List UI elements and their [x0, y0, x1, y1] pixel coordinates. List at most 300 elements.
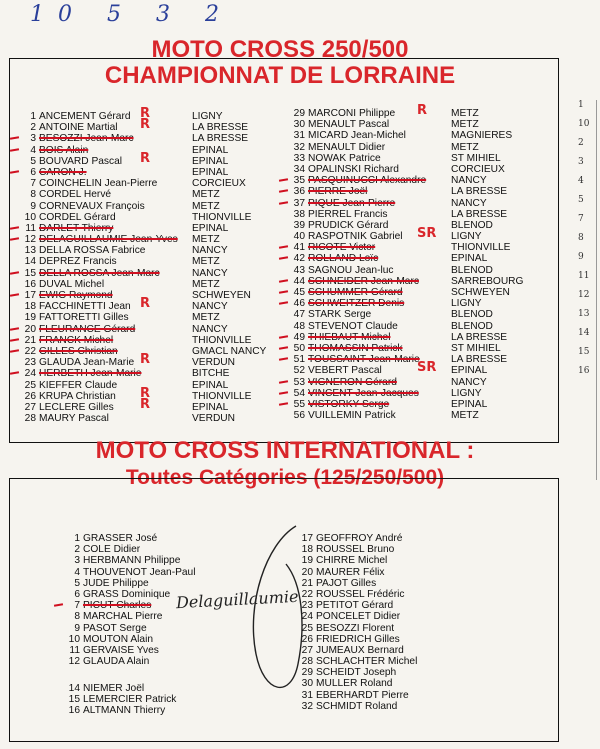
- rider-number: 28: [301, 656, 313, 668]
- rider-number: 21: [24, 334, 36, 346]
- rider-row: [64, 683, 264, 694]
- rider-city: MAGNIERES: [451, 130, 513, 142]
- rider-city: METZ: [451, 119, 479, 131]
- handwritten-r-mark: R: [140, 385, 151, 401]
- rider-name: SAGNOU Jean-luc: [308, 264, 394, 276]
- rider-name: CORDEL Hervé: [39, 189, 112, 201]
- rider-name: JUMEAUX Bernard: [316, 644, 404, 656]
- rider-name: PASQUINUCCI Alexandre: [308, 175, 427, 187]
- rider-row: [64, 705, 264, 716]
- rider-row: [297, 600, 497, 611]
- handwritten-r-mark: SR: [417, 360, 437, 376]
- rider-number: 17: [24, 290, 36, 301]
- rider-number: 18: [301, 544, 313, 556]
- rider-number: 40: [293, 231, 305, 243]
- rider-name: STEVENOT Claude: [308, 320, 398, 332]
- rider-row: [64, 694, 264, 705]
- rider-city: EPINAL: [192, 144, 229, 156]
- rider-row: [20, 106, 290, 122]
- rider-name: THIEBAUT Michel: [308, 331, 391, 343]
- signature-loop: [236, 524, 326, 704]
- rider-number: 34: [293, 163, 305, 175]
- rider-row: [297, 578, 497, 589]
- rider-city: LA BRESSE: [451, 208, 508, 220]
- rider-row: [64, 555, 264, 566]
- rider-name: LECLERE Gilles: [39, 401, 114, 413]
- rider-city: EPINAL: [192, 401, 229, 413]
- rider-city: VERDUN: [192, 357, 236, 369]
- rider-number: 21: [301, 577, 313, 589]
- rider-city: LA BRESSE: [192, 122, 249, 134]
- rider-city: SCHWEYEN: [451, 287, 510, 298]
- rider-row: [289, 103, 559, 119]
- rider-name: CORNEVAUX François: [39, 200, 145, 212]
- margin-rule: [596, 100, 597, 480]
- rider-number: 41: [293, 242, 305, 254]
- rider-number: 13: [24, 245, 36, 257]
- margin-number: 9: [578, 252, 584, 262]
- rider-number: 45: [293, 287, 305, 298]
- rider-number: 39: [293, 219, 305, 231]
- rider-number: 12: [68, 656, 80, 668]
- rider-city: NANCY: [451, 376, 487, 388]
- rider-number: 53: [293, 376, 305, 388]
- rider-city: BLENOD: [451, 320, 493, 332]
- margin-number: 11: [578, 271, 590, 281]
- rider-name: PIERRE Joël: [308, 186, 368, 198]
- rider-row: [20, 223, 290, 234]
- rider-number: 38: [293, 208, 305, 220]
- rider-name: FRANCK Michel: [39, 334, 114, 346]
- rider-row: [289, 309, 559, 320]
- rider-number: 51: [293, 354, 305, 366]
- rider-row: [297, 623, 497, 634]
- rider-name: KIEFFER Claude: [39, 379, 118, 391]
- rider-number: 11: [25, 222, 36, 234]
- rider-city: EPINAL: [451, 398, 488, 410]
- rider-row: [20, 212, 290, 223]
- rider-city: EPINAL: [192, 379, 229, 391]
- rider-number: 2: [74, 544, 80, 556]
- margin-number: 8: [578, 233, 584, 243]
- rider-row: [20, 352, 290, 369]
- rider-row: [64, 578, 264, 589]
- margin-number: 3: [578, 157, 584, 167]
- rider-row: [20, 413, 290, 424]
- rider-city: LIGNY: [451, 231, 482, 243]
- lorraine-right-column: [289, 103, 559, 422]
- rider-row: [297, 678, 497, 689]
- rider-number: 35: [293, 175, 305, 187]
- rider-number: 31: [301, 689, 313, 701]
- rider-row: [289, 388, 559, 399]
- rider-name: MOUTON Alain: [83, 633, 154, 645]
- rider-name: FATTORETTI Gilles: [39, 312, 129, 324]
- margin-number: 10: [578, 119, 590, 129]
- handwritten-r-mark: R: [417, 103, 428, 118]
- rider-row: [64, 656, 264, 667]
- rider-name: VINCENT Jean-Jacques: [308, 387, 419, 399]
- rider-name: ROUSSEL Bruno: [316, 544, 395, 556]
- rider-row: [20, 368, 290, 379]
- rider-city: GMACL NANCY: [192, 345, 267, 357]
- rider-row: [297, 701, 497, 712]
- rider-name: ALTMANN Thierry: [83, 705, 166, 717]
- rider-name: FLEURANCE Gérard: [39, 323, 136, 335]
- rider-number: 44: [293, 275, 305, 287]
- rider-name: ROUSSEL Frédéric: [316, 588, 405, 600]
- rider-name: DELAGUILLAUMIE Jean-Yves: [39, 234, 178, 246]
- rider-name: MENAULT Pascal: [308, 119, 390, 131]
- rider-name: BESOZZI Jean-Marc: [39, 133, 134, 145]
- margin-number: 4: [578, 176, 584, 186]
- rider-city: THIONVILLE: [451, 242, 511, 254]
- rider-number: 24: [301, 611, 313, 623]
- rider-number: 54: [293, 387, 305, 399]
- page-subtitle: CHAMPIONNAT DE LORRAINE: [104, 62, 456, 89]
- rider-number: 32: [293, 141, 305, 153]
- rider-name: BESOZZI Florent: [316, 622, 395, 634]
- rider-name: ANCEMENT Gérard: [39, 111, 131, 122]
- rider-number: 22: [24, 345, 36, 357]
- rider-number: 23: [24, 357, 36, 369]
- rider-city: LA BRESSE: [451, 354, 508, 366]
- rider-name: GILLES Christian: [39, 345, 118, 357]
- rider-row: [64, 533, 264, 544]
- rider-number: 17: [301, 533, 313, 544]
- rider-city: BLENOD: [451, 219, 493, 231]
- rider-city: NANCY: [192, 267, 228, 279]
- handwritten-r-mark: SR: [417, 226, 437, 242]
- rider-row: [297, 544, 497, 555]
- rider-number: 16: [68, 705, 80, 717]
- rider-name: DEPREZ Francis: [39, 256, 117, 268]
- rider-number: 23: [301, 600, 313, 612]
- rider-name: PASOT Serge: [83, 622, 147, 634]
- rider-row: [289, 410, 559, 421]
- rider-name: GLAUDA Jean-Marie: [39, 357, 135, 369]
- rider-city: EPINAL: [192, 155, 229, 167]
- rider-name: OPALINSKI Richard: [308, 163, 399, 175]
- rider-number: 9: [30, 200, 36, 212]
- rider-number: 7: [30, 178, 36, 190]
- rider-row: [297, 589, 497, 600]
- rider-name: PIERREL Francis: [308, 208, 388, 220]
- international-right-column: [297, 533, 497, 712]
- rider-city: METZ: [192, 234, 220, 246]
- rider-name: LEMERCIER Patrick: [83, 694, 177, 706]
- rider-city: NANCY: [192, 301, 228, 313]
- rider-row: [289, 399, 559, 410]
- rider-name: THOUVENOT Jean-Paul: [83, 566, 196, 578]
- rider-name: PICUT Charles: [83, 600, 152, 612]
- rider-city: EPINAL: [451, 253, 488, 265]
- rider-city: BITCHE: [192, 368, 230, 380]
- rider-name: CHIRRE Michel: [316, 555, 388, 567]
- rider-row: [297, 690, 497, 701]
- rider-city: EPINAL: [192, 222, 229, 234]
- rider-name: TOUSSAINT Jean-Marie: [308, 354, 420, 366]
- handwritten-r-mark: R: [140, 352, 151, 368]
- rider-row: [20, 201, 290, 212]
- rider-name: THOMASSIN Patrick: [308, 342, 403, 354]
- rider-city: NANCY: [451, 175, 487, 187]
- rider-row: [64, 623, 264, 634]
- rider-number: 28: [24, 413, 36, 425]
- rider-name: SCHEIDT Joseph: [316, 667, 397, 679]
- rider-row: [289, 226, 559, 243]
- rider-number: 1: [30, 111, 36, 122]
- rider-number: 31: [293, 130, 305, 142]
- rider-number: 15: [24, 267, 36, 279]
- rider-number: 52: [293, 365, 305, 377]
- rider-name: PETITOT Gérard: [316, 600, 394, 612]
- rider-name: BOIS Alain: [39, 144, 89, 156]
- rider-name: NIEMER Joël: [83, 683, 145, 694]
- handwritten-r-mark: R: [140, 106, 151, 121]
- rider-number: 3: [74, 555, 80, 567]
- rider-row: [20, 268, 290, 279]
- rider-city: LA BRESSE: [451, 186, 508, 198]
- rider-row: [289, 142, 559, 153]
- rider-row: [289, 332, 559, 343]
- rider-city: METZ: [192, 200, 220, 212]
- page-title: MOTO CROSS 250/500: [151, 36, 409, 63]
- rider-city: METZ: [192, 312, 220, 324]
- rider-name: EWIG Raymond: [39, 290, 113, 301]
- rider-name: SCHNEIDER Jean-Marc: [308, 275, 419, 287]
- rider-name: DELLA ROSSA Fabrice: [39, 245, 146, 257]
- rider-number: 55: [293, 398, 305, 410]
- rider-name: DUVAL Michel: [39, 278, 105, 290]
- rider-city: NANCY: [192, 245, 228, 257]
- rider-number: 25: [24, 379, 36, 391]
- rider-number: 47: [293, 309, 305, 321]
- rider-number: 29: [293, 108, 305, 119]
- rider-number: 27: [24, 401, 36, 413]
- rider-row: [289, 343, 559, 354]
- rider-number: 50: [293, 342, 305, 354]
- rider-city: METZ: [192, 256, 220, 268]
- rider-name: JUDE Philippe: [83, 577, 149, 589]
- rider-row: [20, 256, 290, 267]
- rider-name: MAURER Félix: [316, 566, 385, 578]
- margin-number: 1: [578, 100, 584, 110]
- rider-row: [289, 265, 559, 276]
- rider-number: 49: [293, 331, 305, 343]
- rider-number: 5: [74, 577, 80, 589]
- rider-name: HERBETH Jean-Marie: [39, 368, 142, 380]
- international-subtitle: Toutes Catégories (125/250/500): [125, 466, 445, 489]
- rider-name: KRUPA Christian: [39, 390, 116, 402]
- rider-number: 29: [301, 667, 313, 679]
- rider-row: [20, 245, 290, 256]
- rider-number: 14: [68, 683, 80, 694]
- rider-city: THIONVILLE: [192, 334, 252, 346]
- rider-number: 27: [301, 644, 313, 656]
- rider-row: [20, 324, 290, 335]
- rider-row: [297, 555, 497, 566]
- rider-row: [297, 567, 497, 578]
- rider-name: GEOFFROY André: [316, 533, 403, 544]
- rider-name: NOWAK Patrice: [308, 152, 381, 164]
- rider-city: ST MIHIEL: [451, 342, 501, 354]
- rider-city: NANCY: [192, 323, 228, 335]
- rider-row: [289, 153, 559, 164]
- rider-name: RASPOTNIK Gabriel: [308, 231, 403, 243]
- rider-row: [20, 380, 290, 391]
- rider-row: [20, 189, 290, 200]
- rider-number: 37: [293, 197, 305, 209]
- margin-number: 13: [578, 309, 590, 319]
- rider-row: [20, 234, 290, 245]
- rider-number: 16: [24, 278, 36, 290]
- handwritten-r-mark: R: [140, 150, 151, 166]
- rider-number: 3: [30, 133, 36, 145]
- rider-number: 14: [24, 256, 36, 268]
- rider-name: PRUDICK Gérard: [308, 219, 389, 231]
- rider-name: MARCHAL Pierre: [83, 611, 163, 623]
- rider-number: 46: [293, 298, 305, 310]
- rider-row: [64, 567, 264, 578]
- rider-row: [20, 335, 290, 346]
- international-left-column-bottom: [64, 683, 264, 717]
- rider-number: 12: [24, 234, 36, 246]
- rider-number: 42: [293, 253, 305, 265]
- margin-number: 7: [578, 214, 584, 224]
- rider-city: VERDUN: [192, 413, 236, 425]
- rider-number: 15: [68, 694, 80, 706]
- rider-number: 26: [24, 390, 36, 402]
- rider-name: SCHUMMER Gérard: [308, 287, 403, 298]
- rider-row: [289, 276, 559, 287]
- margin-number: 15: [578, 347, 590, 357]
- rider-name: ROLLAND Loïc: [308, 253, 379, 265]
- rider-name: FRIEDRICH Gilles: [316, 633, 400, 645]
- rider-city: LIGNY: [451, 387, 482, 399]
- rider-number: 2: [30, 122, 36, 134]
- rider-name: SCHMIDT Roland: [316, 700, 398, 712]
- rider-name: GRASSER José: [83, 533, 158, 544]
- rider-row: [297, 645, 497, 656]
- rider-city: METZ: [451, 108, 479, 119]
- rider-row: [289, 321, 559, 332]
- rider-number: 4: [30, 144, 36, 156]
- rider-name: PONCELET Didier: [316, 611, 401, 623]
- rider-number: 56: [293, 410, 305, 422]
- rider-city: EPINAL: [451, 365, 488, 377]
- rider-name: MULLER Roland: [316, 678, 393, 690]
- rider-number: 18: [24, 301, 36, 313]
- rider-number: 1: [74, 533, 80, 544]
- rider-name: FACCHINETTI Jean: [39, 301, 131, 313]
- rider-row: [289, 186, 559, 197]
- lorraine-left-column: [20, 106, 290, 425]
- rider-number: 7: [74, 600, 80, 612]
- rider-number: 8: [74, 611, 80, 623]
- rider-number: 43: [293, 264, 305, 276]
- rider-name: PAJOT Gilles: [316, 577, 377, 589]
- rider-name: VISTORKY Serge: [308, 398, 390, 410]
- rider-city: THIONVILLE: [192, 390, 252, 402]
- rider-row: [20, 178, 290, 189]
- rider-name: HERBMANN Philippe: [83, 555, 181, 567]
- rider-name: GLAUDA Alain: [83, 656, 150, 668]
- rider-row: [64, 611, 264, 622]
- rider-city: LIGNY: [451, 298, 482, 310]
- rider-number: 33: [293, 152, 305, 164]
- rider-row: [289, 287, 559, 298]
- rider-row: [289, 164, 559, 175]
- rider-name: COLE Didier: [83, 544, 141, 556]
- rider-city: SARREBOURG: [451, 275, 524, 287]
- rider-name: MENAULT Didier: [308, 141, 386, 153]
- rider-row: [289, 253, 559, 264]
- rider-number: 11: [69, 644, 80, 656]
- handwritten-r-mark: R: [140, 117, 151, 133]
- rider-name: DELLA ROSSA Jean-Marc: [39, 267, 160, 279]
- rider-name: CARON J.: [39, 166, 87, 178]
- rider-name: SCHWEITZER Denis: [308, 298, 405, 310]
- rider-number: 19: [24, 312, 36, 324]
- rider-row: [297, 611, 497, 622]
- rider-city: ST MIHIEL: [451, 152, 501, 164]
- rider-name: VUILLEMIN Patrick: [308, 410, 396, 422]
- rider-name: STARK Serge: [308, 309, 372, 321]
- rider-number: 30: [293, 119, 305, 131]
- rider-number: 4: [74, 566, 80, 578]
- rider-number: 10: [24, 211, 36, 223]
- rider-name: VEBERT Pascal: [308, 365, 382, 377]
- rider-row: [64, 645, 264, 656]
- rider-name: DARLET Thierry: [39, 222, 114, 234]
- rider-row: [289, 119, 559, 130]
- rider-city: LA BRESSE: [192, 133, 249, 145]
- rider-name: GERVAISE Yves: [83, 644, 159, 656]
- margin-number: 2: [578, 138, 584, 148]
- rider-city: SCHWEYEN: [192, 290, 251, 301]
- handwritten-r-mark: R: [140, 396, 151, 412]
- international-title: MOTO CROSS INTERNATIONAL :: [95, 437, 475, 464]
- rider-city: THIONVILLE: [192, 211, 252, 223]
- rider-row: [289, 198, 559, 209]
- rider-name: COINCHELIN Jean-Pierre: [39, 178, 158, 190]
- rider-number: 20: [24, 323, 36, 335]
- rider-row: [297, 656, 497, 667]
- rider-number: 19: [301, 555, 313, 567]
- rider-name: GRASS Dominique: [83, 588, 171, 600]
- rider-city: METZ: [192, 189, 220, 201]
- rider-number: 8: [30, 189, 36, 201]
- rider-name: RICOTE Victor: [308, 242, 376, 254]
- rider-name: CORDEL Gérard: [39, 211, 116, 223]
- rider-row: [297, 667, 497, 678]
- handwritten-signature: Delaguillaumie: [175, 586, 299, 613]
- rider-row: [289, 242, 559, 253]
- rider-number: 10: [68, 633, 80, 645]
- rider-number: 5: [30, 155, 36, 167]
- rider-number: 48: [293, 320, 305, 332]
- rider-city: LA BRESSE: [451, 331, 508, 343]
- rider-row: [20, 346, 290, 357]
- rider-name: VIGNERON Gérard: [308, 376, 397, 388]
- rider-row: [20, 117, 290, 134]
- rider-city: METZ: [451, 410, 479, 422]
- rider-row: [20, 133, 290, 144]
- rider-number: 6: [30, 166, 36, 178]
- rider-number: 32: [301, 700, 313, 712]
- rider-city: NANCY: [451, 197, 487, 209]
